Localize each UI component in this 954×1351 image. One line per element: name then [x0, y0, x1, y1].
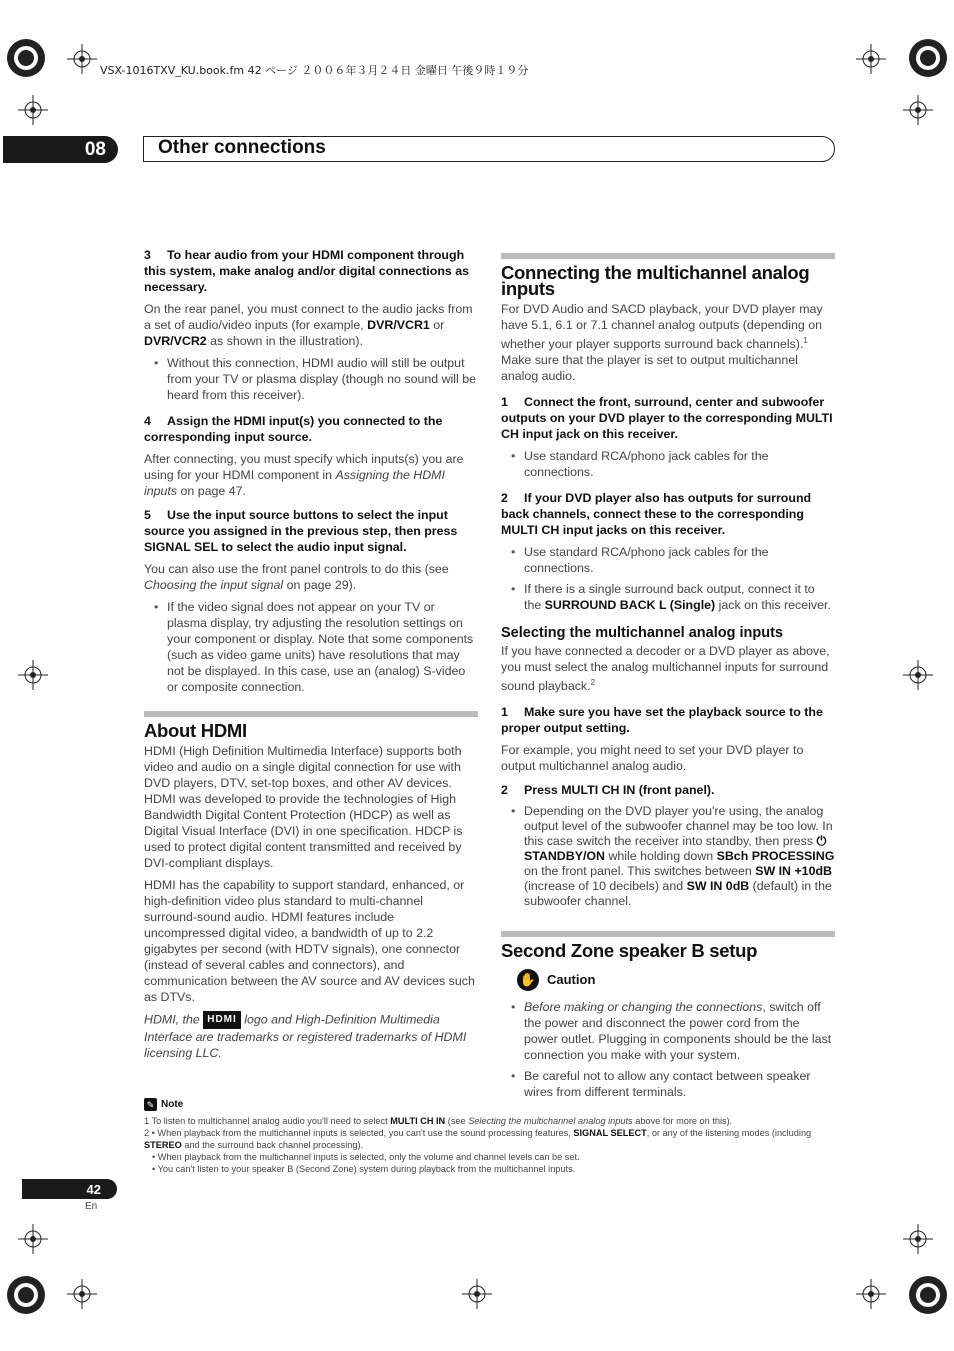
selecting-inputs-heading: Selecting the multichannel analog inputs — [501, 625, 783, 642]
step-3-bullets — [144, 355, 478, 403]
page-language: En — [85, 1201, 98, 1212]
registration-wheel-top-left — [6, 38, 46, 78]
footnote-2-item: • You can't listen to your speaker B (Second Zone) system during playback from the multichannel inputs. — [152, 1164, 576, 1174]
crosshair-mark — [856, 44, 886, 74]
step-3-body: On the rear panel, you must connect to the audio jacks from a set of audio/video inputs (for example, DVR/VCR1 or DVR/VCR2 as shown in the illustration). — [144, 302, 473, 348]
about-hdmi-heading: About HDMI — [144, 720, 247, 741]
step-5-body: You can also use the front panel controls to do this (see Choosing the input signal on page 29). — [144, 562, 449, 592]
page-number: 42 — [22, 1179, 117, 1199]
mc-step-2-heading: 2 If your DVD player also has outputs for surround back channels, connect these to the corresponding MULTI CH input jacks on this receiver. — [501, 491, 812, 538]
list-item: • If there is a single surround back output, connect it to the SURROUND BACK L (Single) jack on this receiver. — [501, 581, 835, 613]
crosshair-mark — [67, 44, 97, 74]
list-item: • Depending on the DVD player you're using, the analog output level of the subwoofer channel may be too low. In this case switch the receiver into standby, then press ⏻ STANDBY/ON while holding down SBch PROCESSING on the front panel. This switches between SW IN +10dB (increase of 10 decibels) and SW IN 0dB (default) in the subwoofer channel. — [501, 804, 835, 909]
footnote-2: 2 • When playback from the multichannel inputs is selected, you can't use the sound processing features, SIGNAL SELECT, or any of the listening modes (including STEREO and the surround back channel processing). — [144, 1128, 812, 1150]
registration-wheel-bottom-left — [6, 1275, 46, 1315]
second-zone-heading: Second Zone speaker B setup — [501, 940, 758, 962]
footnote-1: 1 To listen to multichannel analog audio you'll need to select MULTI CH IN (see Selecting the multichannel analog inputs above for more on this). — [144, 1116, 733, 1126]
list-item: • Use standard RCA/phono jack cables for the connections. — [501, 544, 835, 576]
about-hdmi-paragraph-2: HDMI has the capability to support standard, enhanced, or high-definition video plus standard to multi-channel surround-sound audio. HDMI features include uncompressed digital video, a bandwidth of up to 2.2 gigabytes per second (with HDTV signals), one connector (instead of several cables and connectors), and communication between the AV source and AV devices such as DTVs. — [144, 878, 475, 1004]
trademark-notice: HDMI, the HDMI logo and High-Definition Multimedia Interface are trademarks or registered trademarks of HDMI licensing LLC. — [144, 1012, 467, 1060]
crosshair-mark — [903, 1224, 933, 1254]
sel-step-1-heading: 1 Make sure you have set the playback source to the proper output setting. — [501, 705, 823, 736]
multichannel-intro: For DVD Audio and SACD playback, your DVD player may have 5.1, 6.1 or 7.1 channel analog outputs (depending on whether your player supports surround back channels).$^1$ Make sure that the player is set to output multichannel analog audio. — [501, 302, 823, 384]
note-pencil-icon: ✎ — [144, 1098, 157, 1111]
sel-step-1-body: For example, you might need to set your DVD player to output multichannel analog audio. — [501, 743, 804, 774]
step-4-body: After connecting, you must specify which inputs(s) you are using for your HDMI component in Assigning the HDMI inputs on page 47. — [144, 452, 464, 498]
list-item: • Use standard RCA/phono jack cables for the connections. — [501, 448, 835, 480]
step-5-heading: 5 Use the input source buttons to select the input source you assigned in the previous step, then press SIGNAL SEL to select the audio input signal. — [144, 508, 458, 554]
mc-step-1-bullets — [501, 448, 835, 480]
right-column — [501, 253, 835, 1108]
caution-hand-icon: ✋ — [517, 969, 539, 991]
sel-step-2-bullets — [501, 804, 835, 909]
list-item: • Before making or changing the connections, switch off the power and disconnect the power cord from the power outlet. Plugging in components should be the last connection you make with your system. — [501, 999, 835, 1063]
left-column — [144, 247, 478, 1067]
step-4-heading: 4 Assign the HDMI input(s) you connected to the corresponding input source. — [144, 414, 443, 444]
step-5-bullets — [144, 599, 478, 695]
footnotes — [144, 1098, 844, 1175]
print-file-info: VSX-1016TXV_KU.book.fm 42 ページ ２００６年３月２４日 金曜日 午後９時１９分 — [100, 64, 529, 77]
crosshair-mark — [903, 660, 933, 690]
about-hdmi-paragraph-1: HDMI (High Definition Multimedia Interface) supports both video and audio on a single digital connection for use with DVD players, DTV, set-top boxes, and other AV devices. HDMI was developed to provide the technologies of High Bandwidth Digital Content Protection (HDCP) as well as Digital Visual Interface (DVI) in one specification. HDCP is used to protect digital content transmitted and received by DVI-compliant displays. — [144, 744, 463, 870]
crosshair-mark — [18, 1224, 48, 1254]
note-header: ✎ Note — [144, 1098, 844, 1111]
section-rule — [501, 931, 835, 937]
list-item: • Be careful not to allow any contact between speaker wires from different terminals. — [501, 1068, 835, 1100]
crosshair-mark — [18, 660, 48, 690]
sel-step-2-heading: 2 Press MULTI CH IN (front panel). — [501, 783, 715, 798]
caution-bullets — [501, 999, 835, 1100]
crosshair-mark — [462, 1279, 492, 1309]
mc-step-1-heading: 1 Connect the front, surround, center and subwoofer outputs on your DVD player to the corresponding MULTI CH input jack on this receiver. — [501, 395, 833, 442]
footnote-2-item: • When playback from the multichannel inputs is selected, only the volume and channel levels can be set. — [152, 1152, 580, 1162]
section-rule — [501, 253, 835, 259]
registration-wheel-top-right — [908, 38, 948, 78]
crosshair-mark — [67, 1279, 97, 1309]
chapter-number-badge: 08 — [3, 136, 118, 163]
multichannel-heading: Connecting the multichannel analog inputs — [501, 262, 810, 299]
crosshair-mark — [903, 95, 933, 125]
chapter-title: Other connections — [158, 137, 326, 158]
registration-wheel-bottom-right — [908, 1275, 948, 1315]
caution-header — [517, 969, 835, 991]
step-3-heading: 3 To hear audio from your HDMI component through this system, make analog and/or digital connections as necessary. — [144, 248, 470, 294]
power-icon: ⏻ — [816, 834, 827, 849]
section-rule — [144, 711, 478, 717]
selecting-inputs-intro: If you have connected a decoder or a DVD player as above, you must select the analog multichannel inputs for surround sound playback.$^2$ — [501, 644, 830, 694]
list-item: • If the video signal does not appear on your TV or plasma display, try adjusting the resolution settings on your component or display. Note that some components (such as video game units) have resolutions that may not be displayed. In this case, use an (analog) S-video or composite connection. — [144, 599, 478, 695]
crosshair-mark — [18, 95, 48, 125]
list-item: • Without this connection, HDMI audio will still be output from your TV or plasma display (though no sound will be heard from this receiver). — [144, 355, 478, 403]
caution-label: Caution — [547, 972, 596, 988]
crosshair-mark — [856, 1279, 886, 1309]
mc-step-2-bullets — [501, 544, 835, 613]
hdmi-logo: HDMI — [203, 1011, 241, 1029]
